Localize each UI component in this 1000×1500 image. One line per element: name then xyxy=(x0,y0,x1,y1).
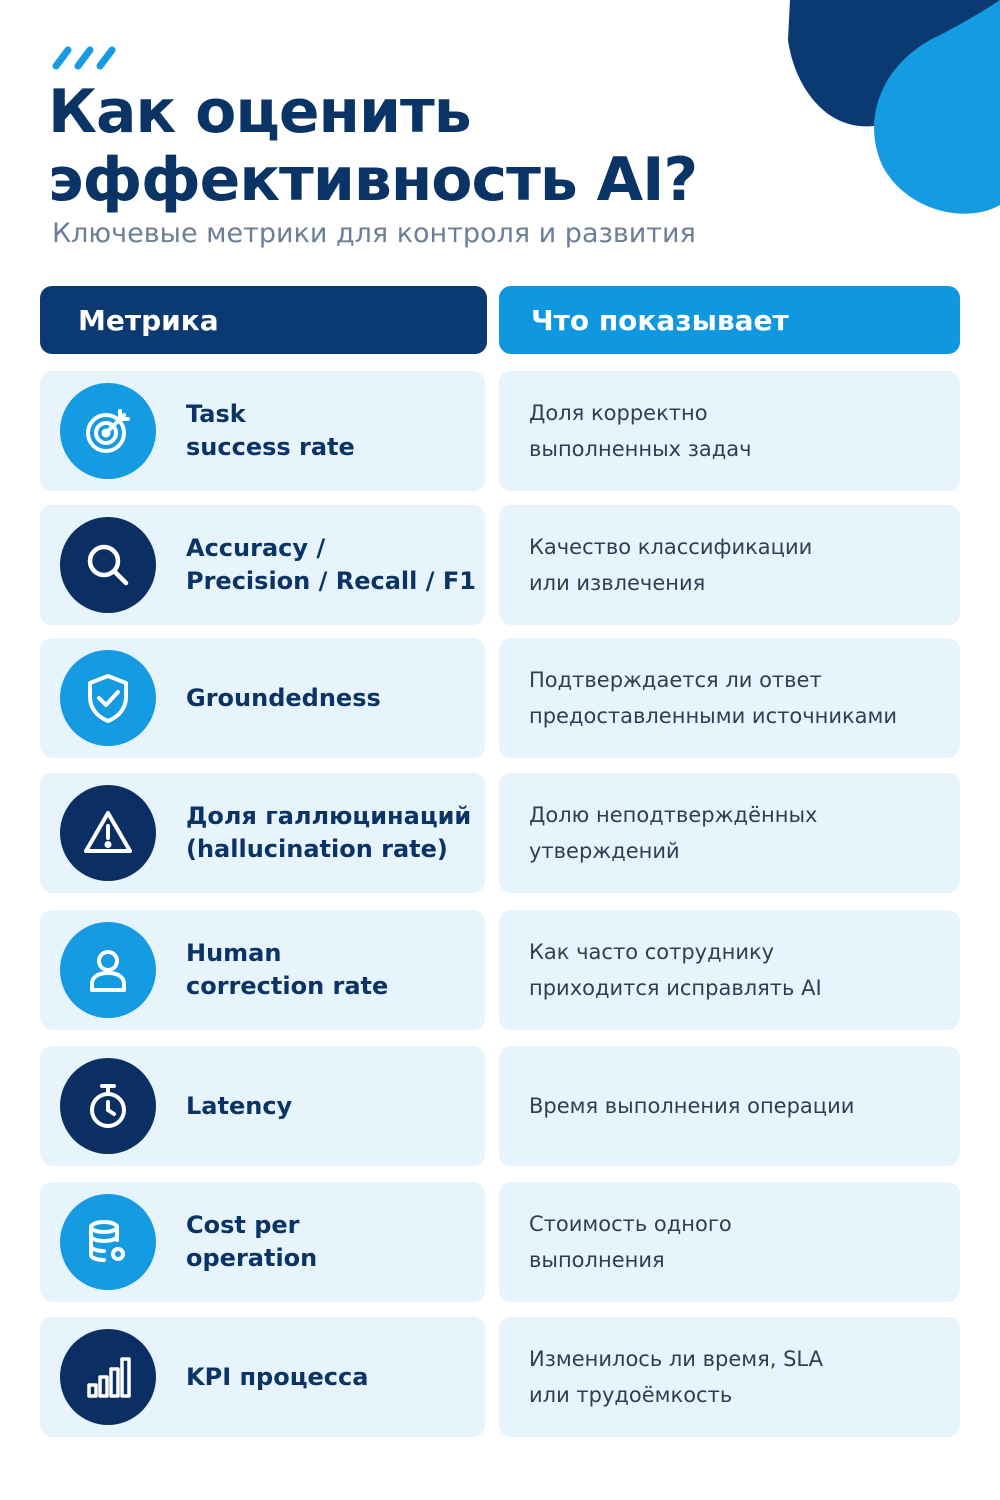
column-header-metric: Метрика xyxy=(40,286,487,354)
metric-cell xyxy=(40,371,485,491)
page-title-line-1: Как оценить xyxy=(48,77,471,147)
metric-name: Accuracy / Precision / Recall / F1 xyxy=(186,534,476,595)
metric-cell xyxy=(40,1182,485,1302)
metric-description: Подтверждается ли ответ предоставленными источниками xyxy=(529,668,898,728)
metric-name: Доля галлюцинаций (hallucination rate) xyxy=(186,802,472,863)
page-title xyxy=(48,78,768,214)
metric-cell xyxy=(40,1046,485,1166)
brand-dashes-icon xyxy=(52,44,122,70)
search-icon xyxy=(60,517,156,613)
description-cell xyxy=(499,910,960,1030)
user-icon xyxy=(60,922,156,1018)
table-row xyxy=(40,773,960,893)
metric-description: Время выполнения операции xyxy=(529,1094,855,1118)
description-cell xyxy=(499,638,960,758)
decorative-blob-light xyxy=(870,0,1000,220)
column-header-description: Что показывает xyxy=(499,286,960,354)
metric-description: Изменилось ли время, SLA или трудоёмкость xyxy=(529,1347,823,1407)
table-row xyxy=(40,505,960,625)
table-row xyxy=(40,638,960,758)
warning-icon xyxy=(60,785,156,881)
metric-name: Latency xyxy=(186,1091,293,1120)
table-row xyxy=(40,910,960,1030)
metric-cell xyxy=(40,910,485,1030)
metric-cell xyxy=(40,1317,485,1437)
stopwatch-icon xyxy=(60,1058,156,1154)
table-row xyxy=(40,1182,960,1302)
metric-name: Task success rate xyxy=(186,400,355,461)
table-row xyxy=(40,1046,960,1166)
metric-name: Cost per operation xyxy=(186,1211,318,1272)
description-cell xyxy=(499,1046,960,1166)
page-title-line-2: эффективность AI? xyxy=(48,145,698,215)
description-cell xyxy=(499,1317,960,1437)
description-cell xyxy=(499,1182,960,1302)
metric-cell xyxy=(40,505,485,625)
table-row xyxy=(40,371,960,491)
bar-chart-icon xyxy=(60,1329,156,1425)
table-row xyxy=(40,1317,960,1437)
metric-description: Качество классификации или извлечения xyxy=(529,535,813,595)
metric-description: Как часто сотруднику приходится исправлять AI xyxy=(529,940,822,1000)
database-coin-icon xyxy=(60,1194,156,1290)
target-icon xyxy=(60,383,156,479)
metric-name: Groundedness xyxy=(186,683,381,712)
description-cell xyxy=(499,505,960,625)
shield-check-icon xyxy=(60,650,156,746)
description-cell xyxy=(499,773,960,893)
decorative-blob-dark xyxy=(780,0,1000,130)
metric-name: Human correction rate xyxy=(186,939,389,1000)
description-cell xyxy=(499,371,960,491)
metric-cell xyxy=(40,773,485,893)
metric-description: Доля корректно выполненных задач xyxy=(529,401,752,461)
metric-description: Стоимость одного выполнения xyxy=(529,1212,732,1272)
metric-name: KPI процесса xyxy=(186,1362,369,1391)
metric-cell xyxy=(40,638,485,758)
page-subtitle: Ключевые метрики для контроля и развития xyxy=(52,218,696,249)
metric-description: Долю неподтверждённых утверждений xyxy=(529,803,818,863)
